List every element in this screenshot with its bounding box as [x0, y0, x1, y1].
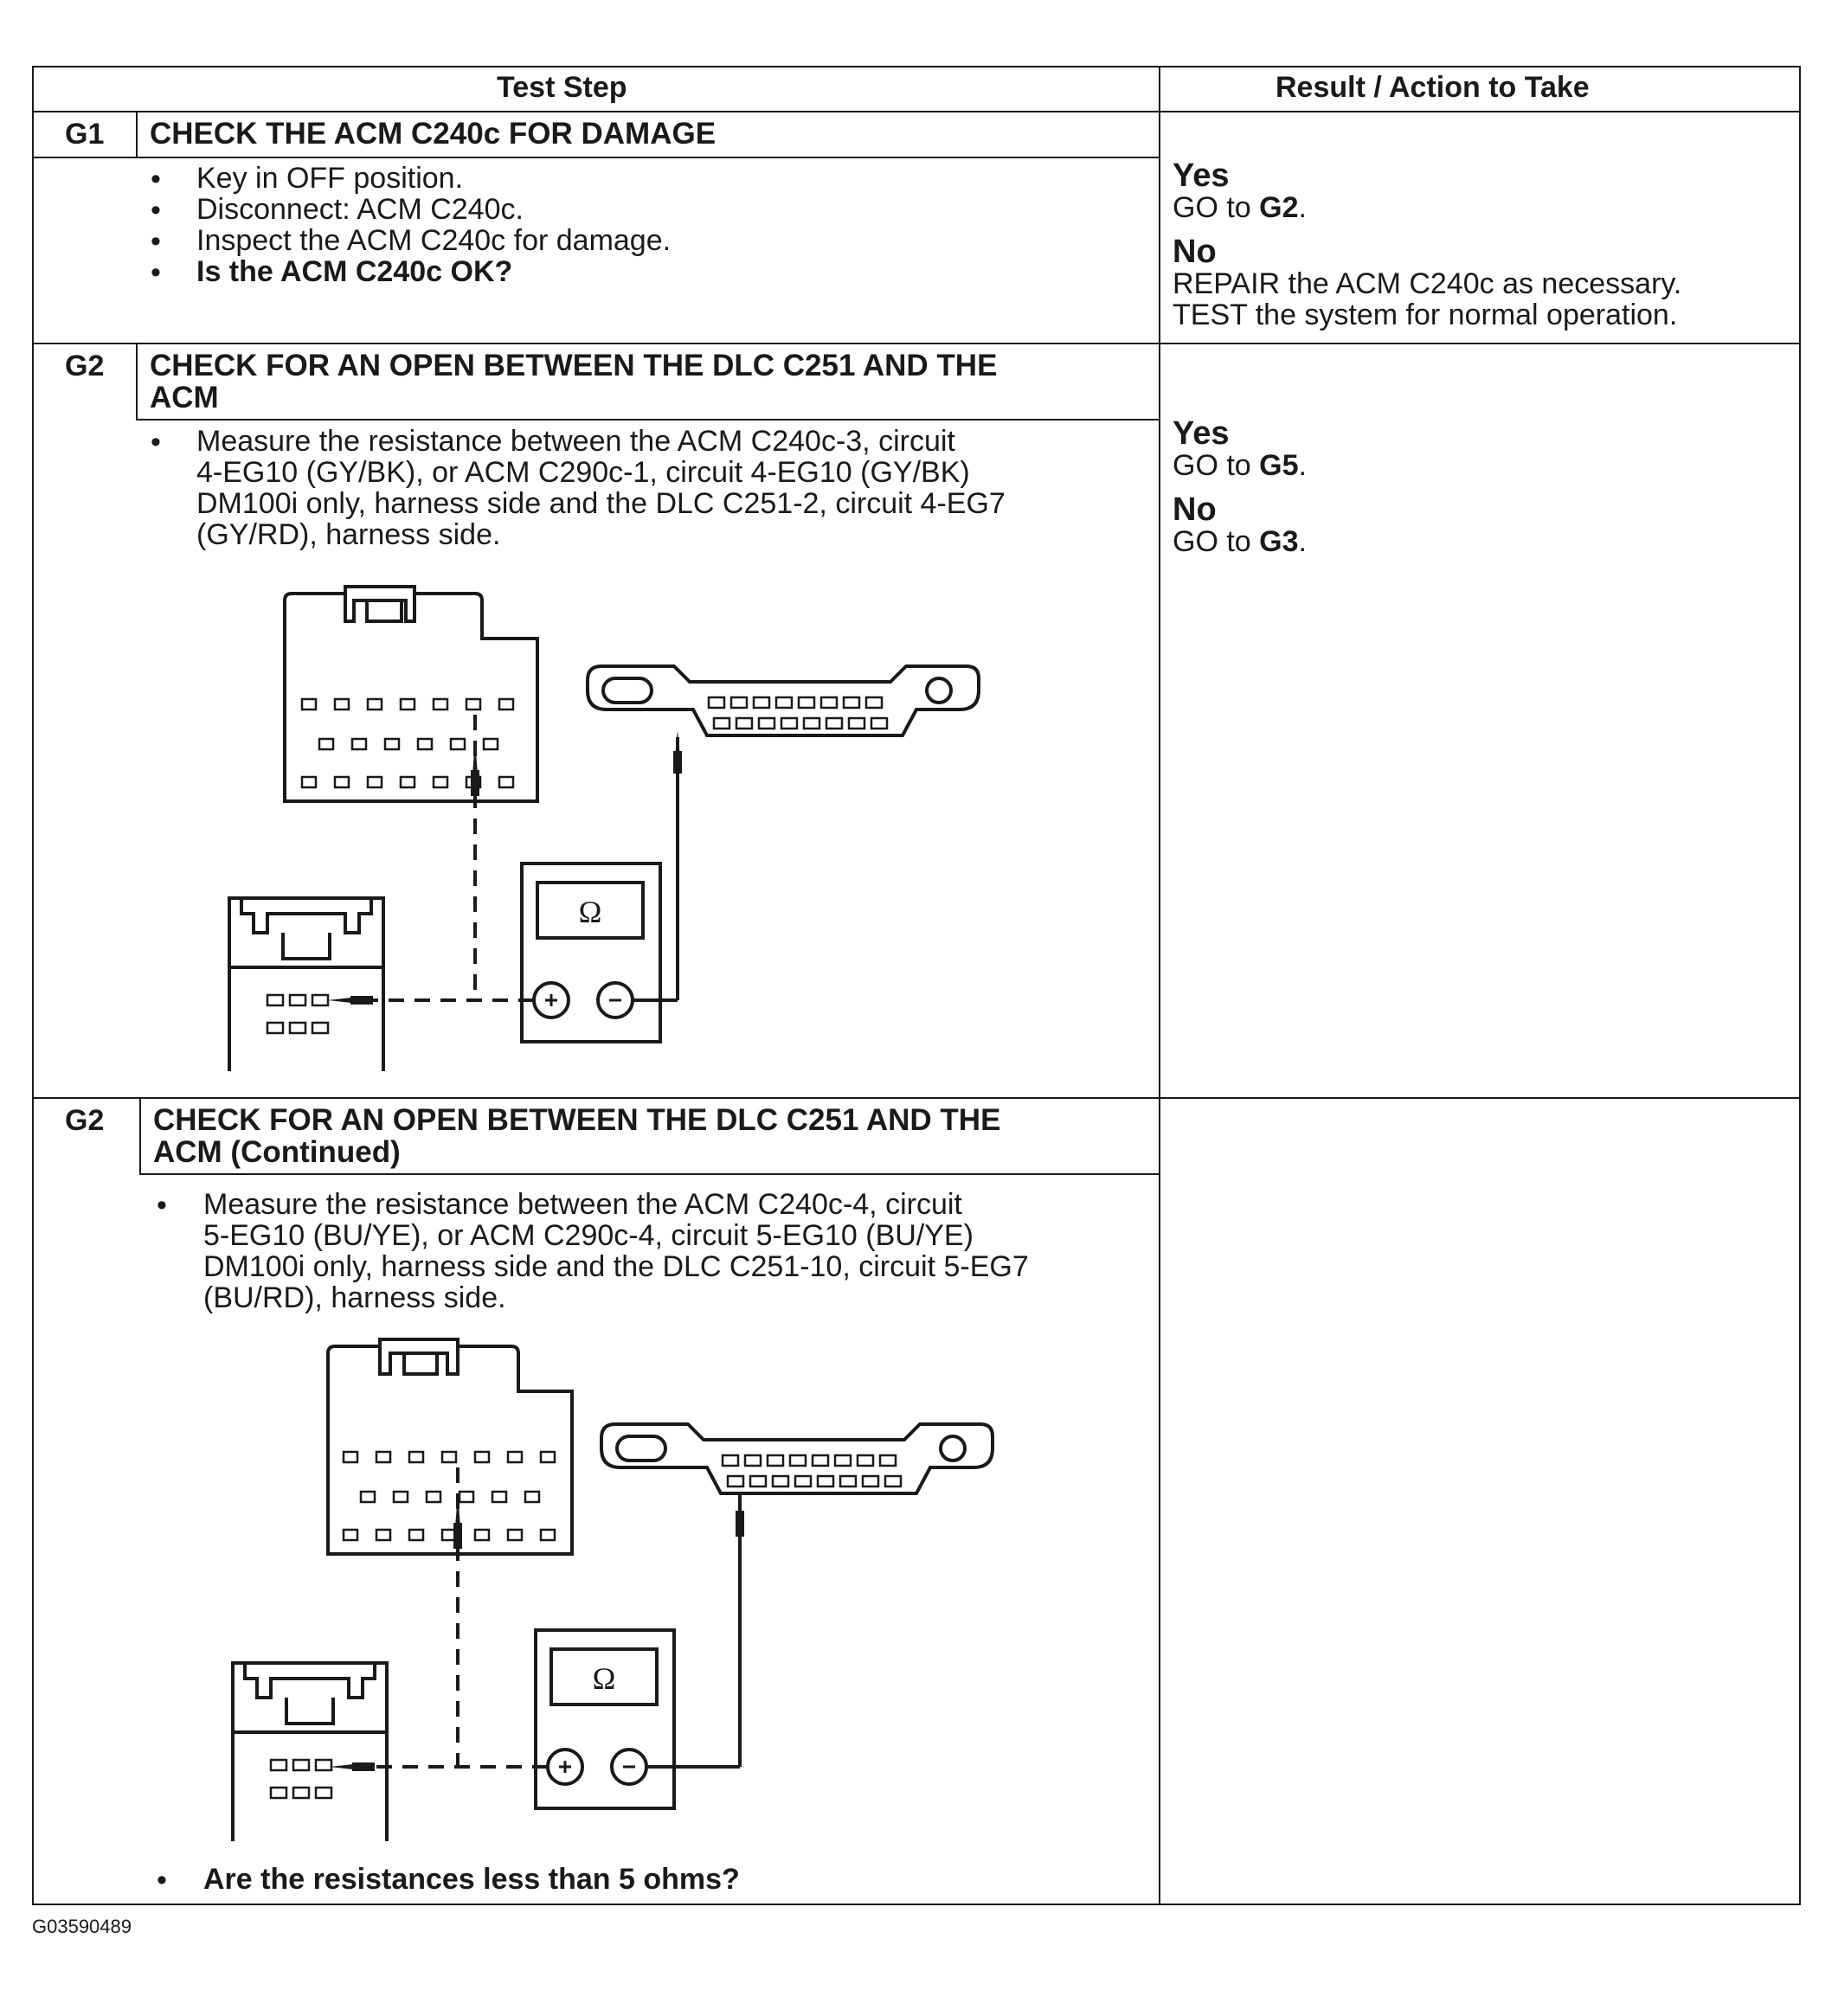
meter-ohm-symbol: Ω [592, 1661, 616, 1696]
g2-instruction-line1: Measure the resistance between the ACM C240c-3, circuit [196, 425, 955, 458]
acm-c240c-connector [285, 587, 537, 801]
step-title-g2-line1: CHECK FOR AN OPEN BETWEEN THE DLC C251 AND THE [150, 349, 998, 382]
g2c-instruction-line3: DM100i only, harness side and the DLC C251-10, circuit 5-EG7 [203, 1250, 1029, 1283]
header-result: Result / Action to Take [1276, 71, 1590, 104]
g2a-end-rule [34, 1097, 1799, 1099]
bullet-marker: • [157, 1189, 167, 1222]
g2c-instruction-line1: Measure the resistance between the ACM C240c-4, circuit [203, 1188, 962, 1221]
g1-no-action-2: TEST the system for normal operation. [1173, 299, 1678, 331]
meter-ohm-symbol: Ω [578, 895, 602, 929]
resistance-test-diagram-1 [190, 569, 1003, 1071]
g2-yes-label: Yes [1173, 415, 1230, 452]
test-leads [354, 715, 678, 1000]
g1-question: Is the ACM C240c OK? [196, 255, 513, 288]
g1-bullet-3: Inspect the ACM C240c for damage. [196, 224, 672, 257]
resistance-test-diagram-2 [198, 1322, 1012, 1841]
g1-yes-action: GO to G2. [1173, 191, 1307, 224]
test-leads [354, 1467, 740, 1767]
g2a-title-rule [136, 419, 1159, 421]
id-divider-g1 [136, 112, 138, 157]
step-id-g1: G1 [65, 118, 105, 151]
g2c-question: Are the resistances less than 5 ohms? [203, 1863, 740, 1896]
g2-yes-action: GO to G5. [1173, 449, 1307, 482]
bullet-marker: • [157, 1864, 167, 1897]
g1-yes-label: Yes [1173, 157, 1230, 194]
g1-end-rule [34, 343, 1799, 344]
figure-id: G03590489 [32, 1916, 132, 1937]
bullet-marker: • [151, 256, 161, 289]
ohmmeter [522, 864, 660, 1042]
g2-no-label: No [1173, 491, 1217, 528]
bullet-marker: • [151, 225, 161, 258]
step-id-g2: G2 [65, 350, 105, 382]
header-rule [34, 111, 1799, 112]
bullet-marker: • [151, 194, 161, 227]
header-test-step: Test Step [497, 71, 627, 104]
bullet-marker: • [151, 163, 161, 196]
g1-no-action-1: REPAIR the ACM C240c as necessary. [1173, 267, 1682, 300]
g1-title-rule [34, 157, 1159, 158]
g1-bullet-1: Key in OFF position. [196, 162, 464, 195]
dlc-c251-connector [588, 666, 979, 735]
g1-bullet-2: Disconnect: ACM C240c. [196, 193, 524, 226]
acm-c240c-connector [328, 1339, 572, 1554]
g2-instruction-line3: DM100i only, harness side and the DLC C251-2, circuit 4-EG7 [196, 487, 1006, 520]
acm-c290c-connector [229, 898, 383, 1071]
g2-instruction-line2: 4-EG10 (GY/BK), or ACM C290c-1, circuit 4-EG10 (GY/BK) [196, 456, 970, 489]
test-step-table [32, 66, 1801, 1905]
bullet-marker: • [151, 426, 161, 459]
ohmmeter [536, 1630, 674, 1808]
g2-instruction-line4: (GY/RD), harness side. [196, 518, 501, 551]
g2-no-action: GO to G3. [1173, 525, 1307, 558]
g2c-instruction-line4: (BU/RD), harness side. [203, 1281, 506, 1314]
g2c-instruction-line2: 5-EG10 (BU/YE), or ACM C290c-4, circuit 5-EG10 (BU/YE) [203, 1219, 974, 1252]
g2b-title-rule [139, 1173, 1159, 1175]
id-divider-g2a [136, 344, 138, 421]
step-title-g2-line2: ACM [150, 381, 219, 414]
step-title-g2c-line1: CHECK FOR AN OPEN BETWEEN THE DLC C251 AND THE [153, 1103, 1001, 1137]
id-divider-g2b [139, 1099, 141, 1175]
g1-no-label: No [1173, 234, 1217, 270]
step-title-g2c-line2: ACM (Continued) [153, 1135, 401, 1169]
step-title-g1: CHECK THE ACM C240c FOR DAMAGE [150, 117, 717, 151]
acm-c290c-connector [233, 1663, 387, 1841]
step-id-g2-continued: G2 [65, 1104, 105, 1137]
dlc-c251-connector [601, 1424, 993, 1493]
